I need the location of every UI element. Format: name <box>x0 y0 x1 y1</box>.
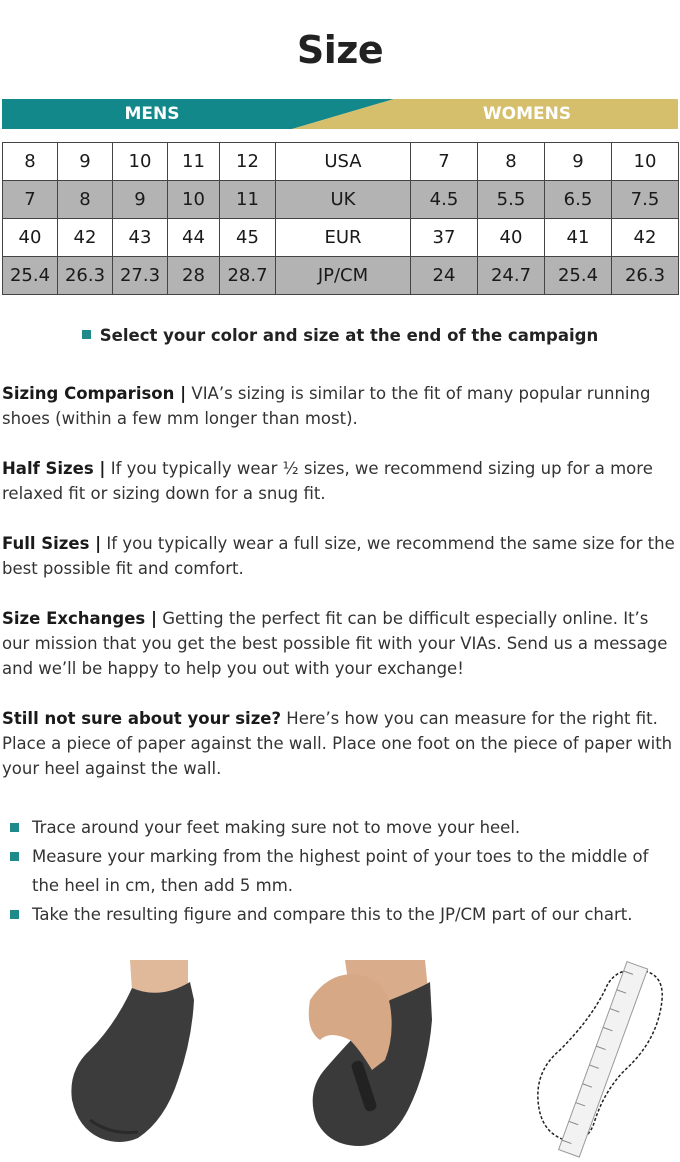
table-cell: 25.4 <box>3 257 58 295</box>
table-cell: 27.3 <box>113 257 168 295</box>
table-cell: 7 <box>411 143 478 181</box>
table-cell: 26.3 <box>58 257 113 295</box>
table-cell: 8 <box>58 181 113 219</box>
table-cell: 28 <box>168 257 220 295</box>
campaign-note <box>0 326 680 345</box>
table-cell: 40 <box>478 219 545 257</box>
foot-outline-ruler-drawing <box>520 960 680 1160</box>
table-cell: 11 <box>220 181 276 219</box>
step-text: Measure your marking from the highest point of your toes to the middle of the heel in cm, then add 5 mm. <box>32 847 649 895</box>
step-text: Take the resulting figure and compare this to the JP/CM part of our chart. <box>32 905 633 924</box>
section-heading: Sizing Comparison | <box>2 384 187 403</box>
table-cell: 8 <box>478 143 545 181</box>
table-cell: 6.5 <box>545 181 612 219</box>
table-cell: 24.7 <box>478 257 545 295</box>
table-cell: 10 <box>168 181 220 219</box>
table-cell: 44 <box>168 219 220 257</box>
list-item <box>10 842 670 900</box>
section-body: Here’s how you can measure for the right fit. Place a piece of paper against the wall. Place one foot on the piece of paper with your heel against the wall. <box>2 709 673 778</box>
sock-shape <box>71 982 194 1142</box>
section-heading: Half Sizes | <box>2 459 106 478</box>
square-bullet-icon <box>10 910 19 919</box>
size-row-uk <box>3 181 679 219</box>
section-body: Getting the perfect fit can be difficult especially online. It’s our mission that you get the best possible fit with your VIAs. Send us a message and we’ll be happy to help you out with your exchange! <box>2 609 668 678</box>
step-text: Trace around your feet making sure not to move your heel. <box>32 818 521 837</box>
sock-foot-photo <box>60 960 210 1150</box>
row-label: EUR <box>276 219 411 257</box>
table-cell: 26.3 <box>612 257 679 295</box>
size-header-bar <box>2 99 678 129</box>
section-heading: Size Exchanges | <box>2 609 157 628</box>
table-cell: 9 <box>58 143 113 181</box>
size-row-usa <box>3 143 679 181</box>
campaign-note-text: Select your color and size at the end of the campaign <box>99 326 599 345</box>
mens-header-label: MENS <box>124 104 180 124</box>
row-label: USA <box>276 143 411 181</box>
section-heading: Still not sure about your size? <box>2 709 282 728</box>
table-cell: 10 <box>113 143 168 181</box>
table-cell: 42 <box>58 219 113 257</box>
list-item <box>10 900 670 929</box>
table-cell: 11 <box>168 143 220 181</box>
square-bullet-icon <box>10 823 19 832</box>
size-chart-table <box>2 142 679 295</box>
ruler-group <box>559 962 648 1157</box>
table-cell: 4.5 <box>411 181 478 219</box>
section-body: If you typically wear ½ sizes, we recommend sizing up for a more relaxed fit or sizing down for a snug fit. <box>2 459 653 503</box>
size-exchanges-paragraph <box>2 606 676 681</box>
still-not-sure-paragraph <box>2 706 676 781</box>
table-cell: 37 <box>411 219 478 257</box>
row-label: UK <box>276 181 411 219</box>
full-sizes-paragraph <box>2 531 676 581</box>
list-item <box>10 813 670 842</box>
table-cell: 42 <box>612 219 679 257</box>
row-label: JP/CM <box>276 257 411 295</box>
table-cell: 41 <box>545 219 612 257</box>
table-cell: 7.5 <box>612 181 679 219</box>
size-row-jpcm <box>3 257 679 295</box>
square-bullet-icon <box>10 852 19 861</box>
table-cell: 8 <box>3 143 58 181</box>
table-cell: 10 <box>612 143 679 181</box>
table-cell: 43 <box>113 219 168 257</box>
table-cell: 28.7 <box>220 257 276 295</box>
table-cell: 7 <box>3 181 58 219</box>
half-sizes-paragraph <box>2 456 676 506</box>
table-cell: 12 <box>220 143 276 181</box>
section-body: VIA’s sizing is similar to the fit of many popular running shoes (within a few mm longer than most). <box>2 384 651 428</box>
table-cell: 25.4 <box>545 257 612 295</box>
table-cell: 45 <box>220 219 276 257</box>
table-cell: 24 <box>411 257 478 295</box>
square-bullet-icon <box>82 330 91 339</box>
size-row-eur <box>3 219 679 257</box>
table-cell: 9 <box>113 181 168 219</box>
sizing-comparison-paragraph <box>2 381 676 431</box>
table-cell: 5.5 <box>478 181 545 219</box>
table-cell: 9 <box>545 143 612 181</box>
section-body: If you typically wear a full size, we recommend the same size for the best possible fit and comfort. <box>2 534 675 578</box>
page-title: Size <box>296 28 384 72</box>
section-heading: Full Sizes | <box>2 534 102 553</box>
tracing-foot-photo <box>290 960 450 1150</box>
table-cell: 40 <box>3 219 58 257</box>
womens-header-label: WOMENS <box>482 104 572 124</box>
measure-steps-list <box>10 813 670 929</box>
